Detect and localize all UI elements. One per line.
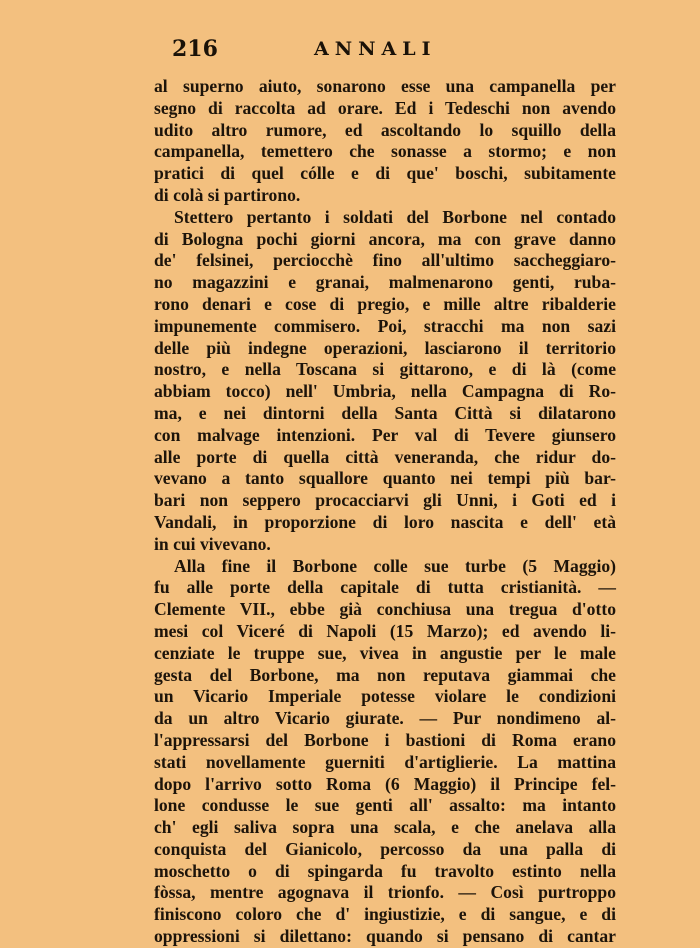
text-line: segno di raccolta ad orare. Ed i Tedeschi non avendo <box>154 97 616 118</box>
text-line: conquista del Gianicolo, percosso da una palla di <box>154 838 616 859</box>
text-line: lone condusse le sue genti all' assalto: ma intanto <box>154 795 616 816</box>
text-line: ch' egli saliva sopra una scala, e che anelava alla <box>154 817 616 838</box>
text-line: vevano a tanto squallore quanto nei tempi più bar- <box>154 468 616 489</box>
text-line: fu alle porte della capitale di tutta cristianità. — <box>154 577 616 598</box>
text-line: pratici di quel cólle e di que' boschi, subitamente <box>154 163 616 184</box>
text-line: mesi col Viceré di Napoli (15 Marzo); ed avendo li- <box>154 620 616 641</box>
text-line: campanella, temettero che sonasse a stormo; e non <box>154 141 616 162</box>
text-line: no magazzini e granai, malmenarono genti, ruba- <box>154 272 616 293</box>
text-line: Stettero pertanto i soldati del Borbone nel contado <box>174 206 616 227</box>
text-line: finiscono coloro che d' ingiustizie, e di sangue, e di <box>154 904 616 925</box>
text-line: di Bologna pochi giorni ancora, ma con grave danno <box>154 228 616 249</box>
text-line: gesta del Borbone, ma non reputava giammai che <box>154 664 616 685</box>
body-text <box>154 76 616 948</box>
text-line: alle porte di quella città veneranda, che ridur do- <box>154 446 616 467</box>
text-line: Clemente VII., ebbe già conchiusa una tregua d'otto <box>154 599 616 620</box>
text-line: abbiam tocco) nell' Umbria, nella Campagna di Ro- <box>154 381 616 402</box>
text-line: al superno aiuto, sonarono esse una campanella per <box>154 76 616 96</box>
text-line: l'appressarsi del Borbone i bastioni di Roma erano <box>154 729 616 750</box>
text-line: Alla fine il Borbone colle sue turbe (5 Maggio) <box>174 555 616 576</box>
text-line: dopo l'arrivo sotto Roma (6 Maggio) il Principe fel- <box>154 773 616 794</box>
text-line: un Vicario Imperiale potesse violare le condizioni <box>154 686 616 707</box>
text-line: oppressioni si dilettano: quando si pensano di cantar <box>154 926 616 947</box>
page-number: 216 <box>172 36 218 62</box>
text-line: cenziate le truppe sue, vivea in angustie per le male <box>154 642 616 663</box>
text-line: di colà si partirono. <box>154 184 301 205</box>
page-header <box>172 36 472 66</box>
text-line: moschetto o di spingarda fu travolto estinto nella <box>154 860 616 881</box>
running-head: ANNALI <box>314 38 437 60</box>
text-line: bari non seppero procacciarvi gli Unni, i Goti ed i <box>154 490 616 511</box>
text-line: in cui vivevano. <box>154 533 271 554</box>
text-line: con malvage intenzioni. Per val di Tevere giunsero <box>154 424 616 445</box>
text-line: ma, e nei dintorni della Santa Città si dilatarono <box>154 402 616 423</box>
text-line: da un altro Vicario giurate. — Pur nondimeno al- <box>154 708 616 729</box>
text-line: Vandali, in proporzione di loro nascita e dell' età <box>154 511 616 532</box>
text-line: delle più indegne operazioni, lasciarono il territorio <box>154 337 616 358</box>
text-line: fòssa, mentre agognava il trionfo. — Così purtroppo <box>154 882 616 903</box>
text-line: stati novellamente guerniti d'artiglierie. La mattina <box>154 751 616 772</box>
text-line: impunemente commisero. Poi, stracchi ma non sazi <box>154 315 616 336</box>
text-line: de' felsinei, perciocchè fino all'ultimo saccheggiaro- <box>154 250 616 271</box>
text-line: udito altro rumore, ed ascoltando lo squillo della <box>154 119 616 140</box>
text-line: nostro, e nella Toscana si gittarono, e di là (come <box>154 359 616 380</box>
text-line: rono denari e cose di pregio, e mille altre ribalderie <box>154 293 616 314</box>
